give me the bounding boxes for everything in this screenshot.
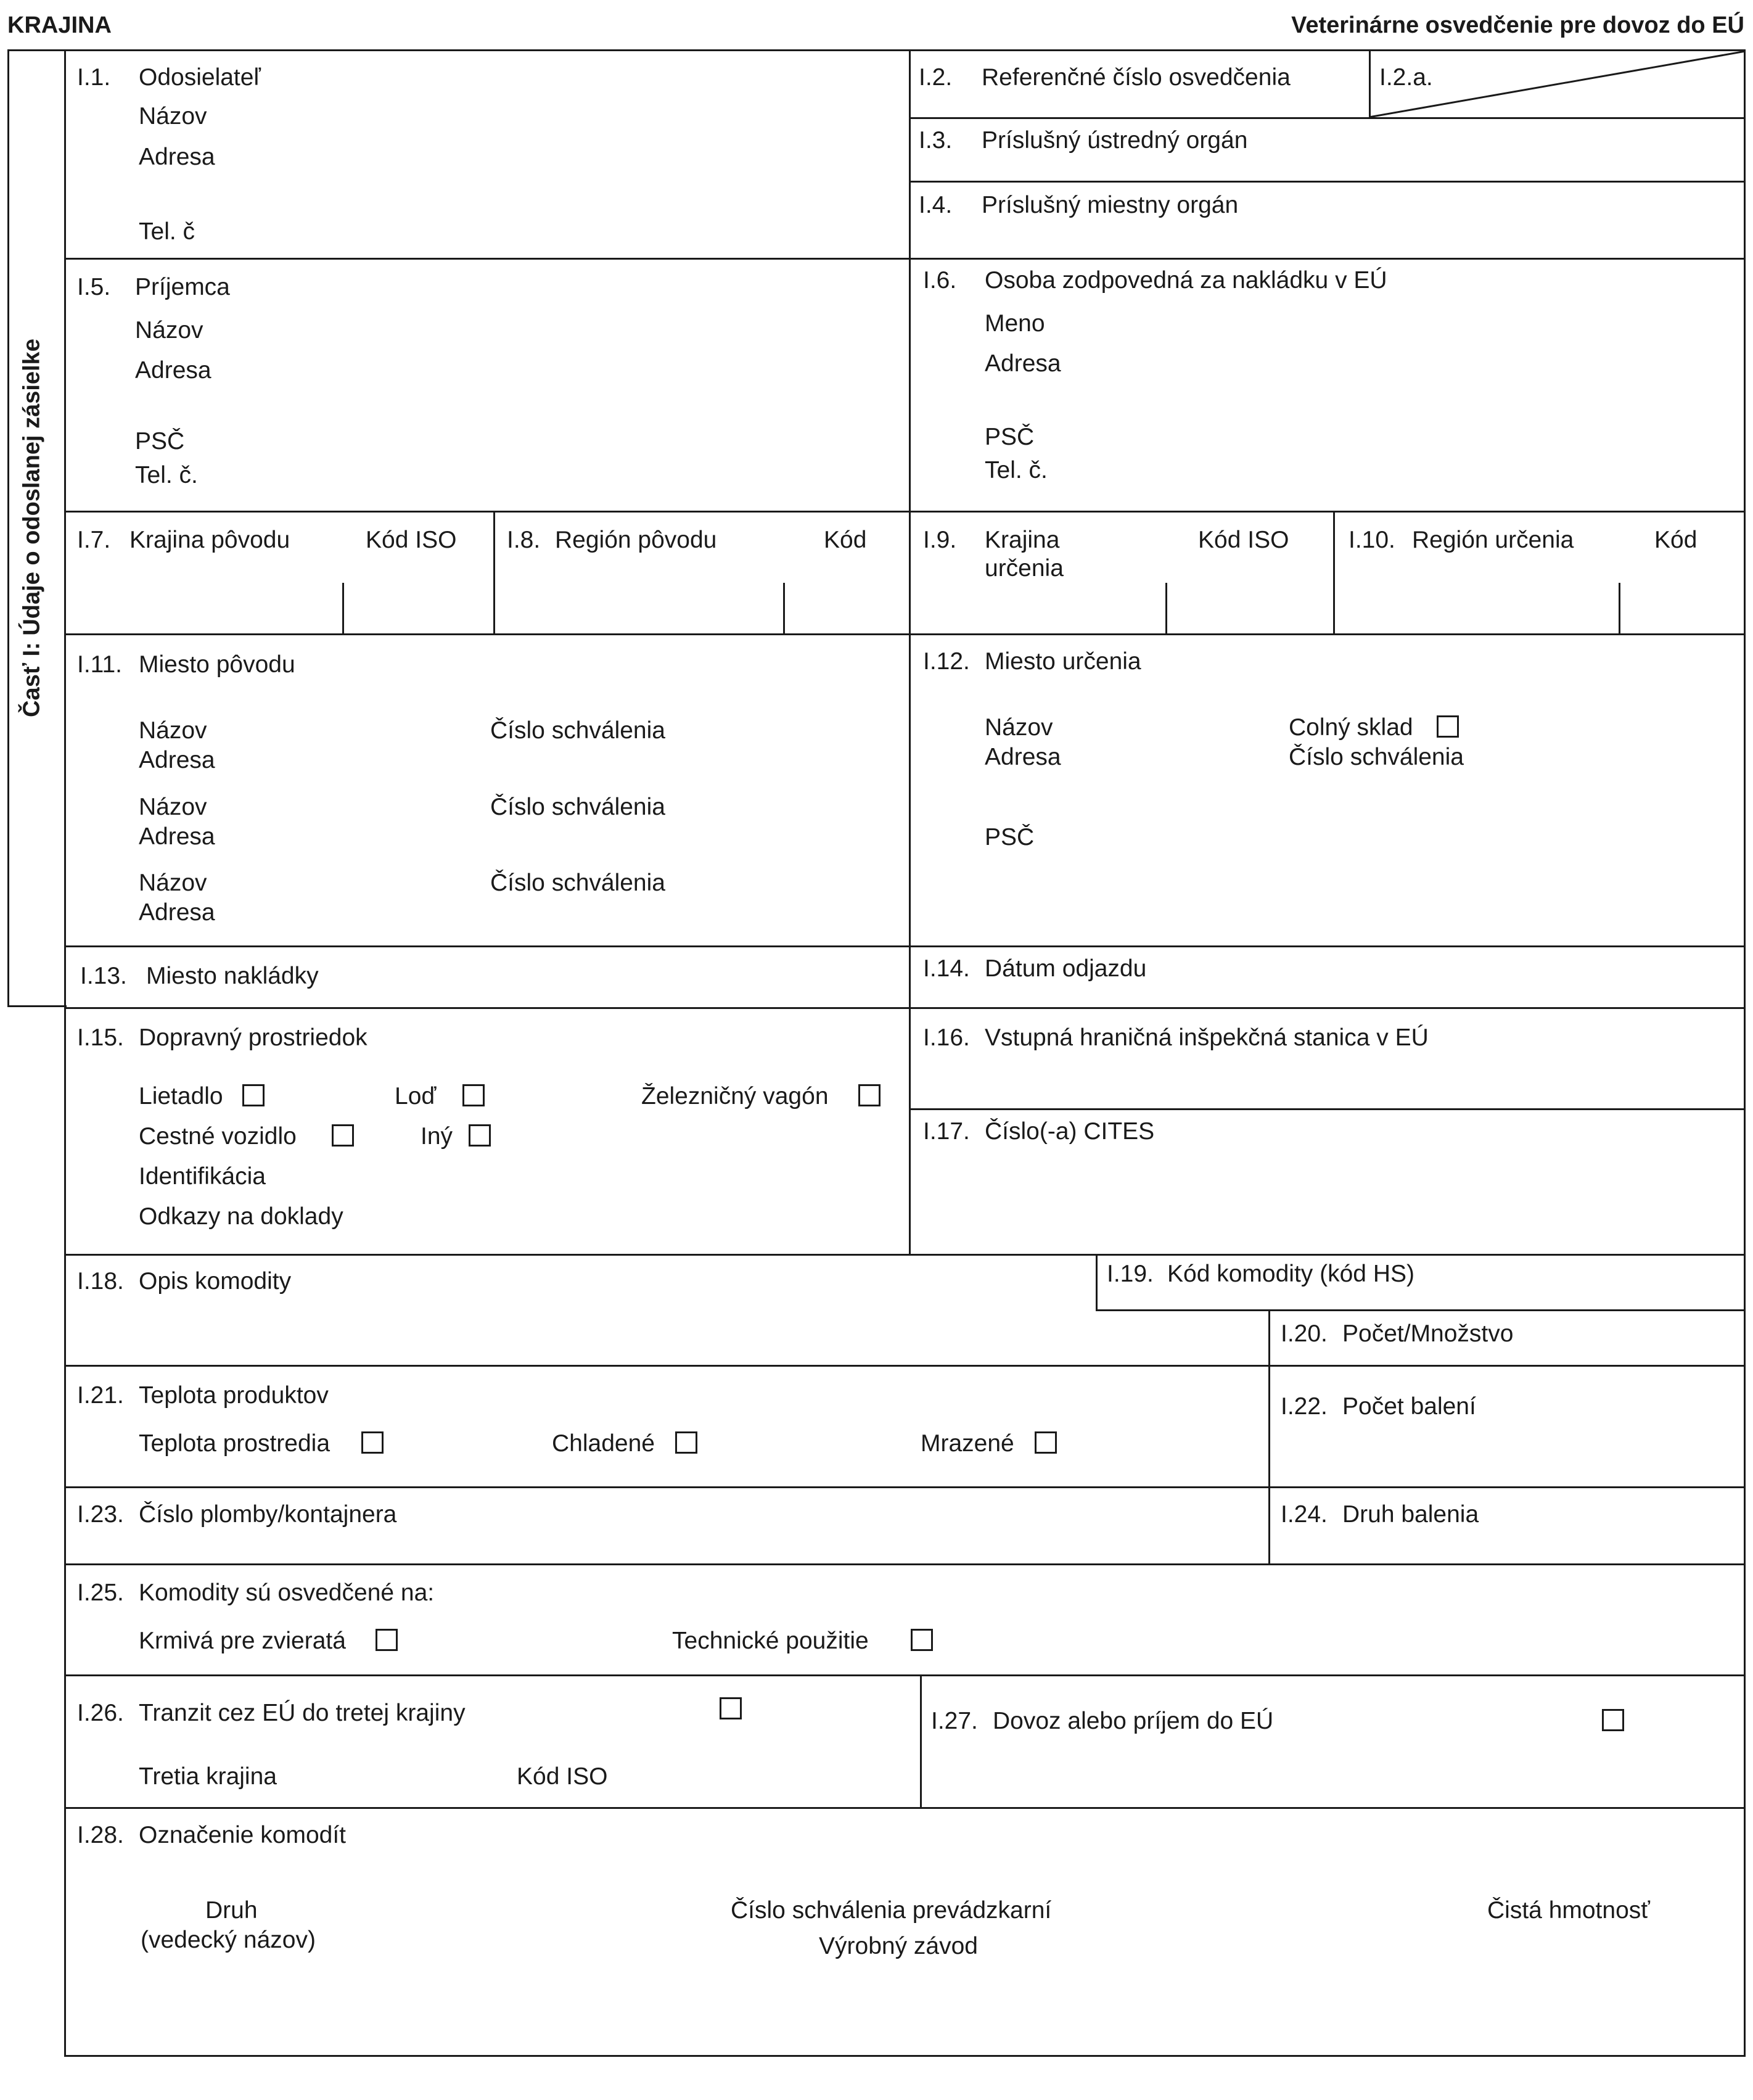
i21-ambient-checkbox[interactable] <box>361 1431 384 1454</box>
i21-chilled-checkbox[interactable] <box>675 1431 697 1454</box>
i14-title[interactable]: Dátum odjazdu <box>985 955 1147 982</box>
i20-number: I.20. <box>1281 1320 1328 1347</box>
i12-approval-label[interactable]: Číslo schválenia <box>1289 744 1464 770</box>
i15-other-label: Iný <box>421 1123 453 1150</box>
i12-number: I.12. <box>923 648 970 675</box>
i21-ambient-label: Teplota prostredia <box>139 1430 330 1457</box>
i23-number: I.23. <box>77 1501 124 1528</box>
i8-number: I.8. <box>507 527 541 553</box>
i12-customs-checkbox[interactable] <box>1437 715 1459 738</box>
i17-number: I.17. <box>923 1118 970 1145</box>
i5-title: Príjemca <box>135 274 230 300</box>
i4-number: I.4. <box>919 192 953 218</box>
i22-title[interactable]: Počet balení <box>1342 1393 1476 1420</box>
i25-technical-checkbox[interactable] <box>911 1629 933 1651</box>
i5-number: I.5. <box>77 274 111 300</box>
i1-number: I.1. <box>77 64 111 91</box>
i12-name-label[interactable]: Názov <box>985 714 1053 741</box>
i28-species-sub-label: (vedecký názov) <box>141 1927 316 1953</box>
i15-ident-label[interactable]: Identifikácia <box>139 1163 266 1190</box>
i1-title: Odosielateľ <box>139 64 261 91</box>
i25-technical-label: Technické použitie <box>672 1628 869 1654</box>
i15-docs-label[interactable]: Odkazy na doklady <box>139 1203 343 1230</box>
i15-aircraft-checkbox[interactable] <box>242 1084 265 1106</box>
i1-name-label[interactable]: Názov <box>139 103 207 130</box>
i21-chilled-label: Chladené <box>552 1430 655 1457</box>
i6-psc-label[interactable]: PSČ <box>985 424 1035 450</box>
i9-title-line2[interactable]: určenia <box>985 555 1064 582</box>
i11-row2-name[interactable]: Názov <box>139 794 207 820</box>
i15-number: I.15. <box>77 1024 124 1051</box>
i15-ship-label: Loď <box>395 1083 437 1110</box>
i10-title[interactable]: Región určenia <box>1412 527 1574 553</box>
i7-title[interactable]: Krajina pôvodu <box>129 527 290 553</box>
i2-title[interactable]: Referenčné číslo osvedčenia <box>982 64 1291 91</box>
i11-row2-approval[interactable]: Číslo schválenia <box>490 794 665 820</box>
i12-psc-label[interactable]: PSČ <box>985 824 1035 850</box>
i13-title[interactable]: Miesto nakládky <box>146 963 319 989</box>
i28-title: Označenie komodít <box>139 1822 347 1848</box>
i23-title[interactable]: Číslo plomby/kontajnera <box>139 1501 397 1528</box>
i24-number: I.24. <box>1281 1501 1328 1528</box>
i15-rail-checkbox[interactable] <box>858 1084 881 1106</box>
i11-row3-name[interactable]: Názov <box>139 870 207 896</box>
i2a-number: I.2.a. <box>1379 64 1433 91</box>
i21-frozen-checkbox[interactable] <box>1035 1431 1057 1454</box>
i7-number: I.7. <box>77 527 111 553</box>
i6-name-label[interactable]: Meno <box>985 310 1045 337</box>
i9-code-label[interactable]: Kód ISO <box>1198 527 1289 553</box>
i15-road-label: Cestné vozidlo <box>139 1123 297 1150</box>
i2-number: I.2. <box>919 64 953 91</box>
i15-road-checkbox[interactable] <box>332 1124 354 1147</box>
i1-address-label[interactable]: Adresa <box>139 144 215 170</box>
i28-net-weight-label: Čistá hmotnosť <box>1487 1897 1650 1924</box>
i15-ship-checkbox[interactable] <box>462 1084 485 1106</box>
i5-psc-label[interactable]: PSČ <box>135 428 185 455</box>
i11-row1-approval[interactable]: Číslo schválenia <box>490 717 665 744</box>
i27-number: I.27. <box>931 1708 978 1734</box>
i16-number: I.16. <box>923 1024 970 1051</box>
i26-title: Tranzit cez EÚ do tretej krajiny <box>139 1700 466 1726</box>
form-frame <box>64 49 1746 2057</box>
i3-number: I.3. <box>919 127 953 154</box>
i12-title: Miesto určenia <box>985 648 1141 675</box>
i24-title[interactable]: Druh balenia <box>1342 1501 1479 1528</box>
i11-row3-approval[interactable]: Číslo schválenia <box>490 870 665 896</box>
i22-number: I.22. <box>1281 1393 1328 1420</box>
i13-number: I.13. <box>80 963 127 989</box>
i12-customs-label: Colný sklad <box>1289 714 1413 741</box>
i11-number: I.11. <box>77 651 122 678</box>
side-label: Časť I: Údaje o odoslanej zásielke <box>18 339 45 717</box>
i26-third-country-label[interactable]: Tretia krajina <box>139 1763 277 1790</box>
i25-feed-checkbox[interactable] <box>376 1629 398 1651</box>
header-title: Veterinárne osvedčenie pre dovoz do EÚ <box>1291 12 1744 38</box>
i11-row1-address[interactable]: Adresa <box>139 747 215 773</box>
i5-address-label[interactable]: Adresa <box>135 357 211 384</box>
i26-iso-label[interactable]: Kód ISO <box>517 1763 608 1790</box>
i19-title[interactable]: Kód komodity (kód HS) <box>1167 1261 1414 1287</box>
i18-title[interactable]: Opis komodity <box>139 1268 292 1295</box>
i19-number: I.19. <box>1107 1261 1154 1287</box>
i1-tel-label[interactable]: Tel. č <box>139 218 195 245</box>
i9-number: I.9. <box>923 527 957 553</box>
i7-code-label[interactable]: Kód ISO <box>366 527 457 553</box>
i20-title[interactable]: Počet/Množstvo <box>1342 1320 1514 1347</box>
i28-plant-label: Výrobný závod <box>819 1933 978 1959</box>
i6-tel-label[interactable]: Tel. č. <box>985 457 1048 484</box>
i21-number: I.21. <box>77 1382 124 1409</box>
i12-address-label[interactable]: Adresa <box>985 744 1061 770</box>
i16-title[interactable]: Vstupná hraničná inšpekčná stanica v EÚ <box>985 1024 1429 1051</box>
i18-number: I.18. <box>77 1268 124 1295</box>
i5-name-label[interactable]: Názov <box>135 317 203 344</box>
i28-species-label: Druh <box>205 1897 258 1924</box>
i15-aircraft-label: Lietadlo <box>139 1083 223 1110</box>
i3-title[interactable]: Príslušný ústredný orgán <box>982 127 1248 154</box>
i15-rail-label: Železničný vagón <box>641 1083 829 1110</box>
i14-number: I.14. <box>923 955 970 982</box>
i21-title: Teplota produktov <box>139 1382 329 1409</box>
i25-title: Komodity sú osvedčené na: <box>139 1579 435 1606</box>
i5-tel-label[interactable]: Tel. č. <box>135 462 198 488</box>
i27-title: Dovoz alebo príjem do EÚ <box>993 1708 1274 1734</box>
i9-title-line1[interactable]: Krajina <box>985 527 1060 553</box>
i15-other-checkbox[interactable] <box>469 1124 491 1147</box>
i6-number: I.6. <box>923 267 957 294</box>
i26-number: I.26. <box>77 1700 124 1726</box>
i10-number: I.10. <box>1349 527 1395 553</box>
i11-title: Miesto pôvodu <box>139 651 295 678</box>
i27-import-checkbox[interactable] <box>1602 1709 1624 1731</box>
i17-title[interactable]: Číslo(-a) CITES <box>985 1118 1155 1145</box>
i21-frozen-label: Mrazené <box>921 1430 1014 1457</box>
i26-transit-checkbox[interactable] <box>720 1697 742 1719</box>
i28-number: I.28. <box>77 1822 124 1848</box>
i25-number: I.25. <box>77 1579 124 1606</box>
i11-row1-name[interactable]: Názov <box>139 717 207 744</box>
i6-address-label[interactable]: Adresa <box>985 350 1061 377</box>
i15-title: Dopravný prostriedok <box>139 1024 367 1051</box>
i4-title[interactable]: Príslušný miestny orgán <box>982 192 1239 218</box>
i8-code-label[interactable]: Kód <box>824 527 867 553</box>
i28-approval-label: Číslo schválenia prevádzkarní <box>731 1897 1052 1924</box>
i8-title[interactable]: Región pôvodu <box>555 527 717 553</box>
i10-code-label[interactable]: Kód <box>1654 527 1698 553</box>
i11-row2-address[interactable]: Adresa <box>139 823 215 850</box>
i25-feed-label: Krmivá pre zvieratá <box>139 1628 346 1654</box>
i11-row3-address[interactable]: Adresa <box>139 899 215 926</box>
header-country: KRAJINA <box>7 12 112 38</box>
i6-title: Osoba zodpovedná za nakládku v EÚ <box>985 267 1387 294</box>
